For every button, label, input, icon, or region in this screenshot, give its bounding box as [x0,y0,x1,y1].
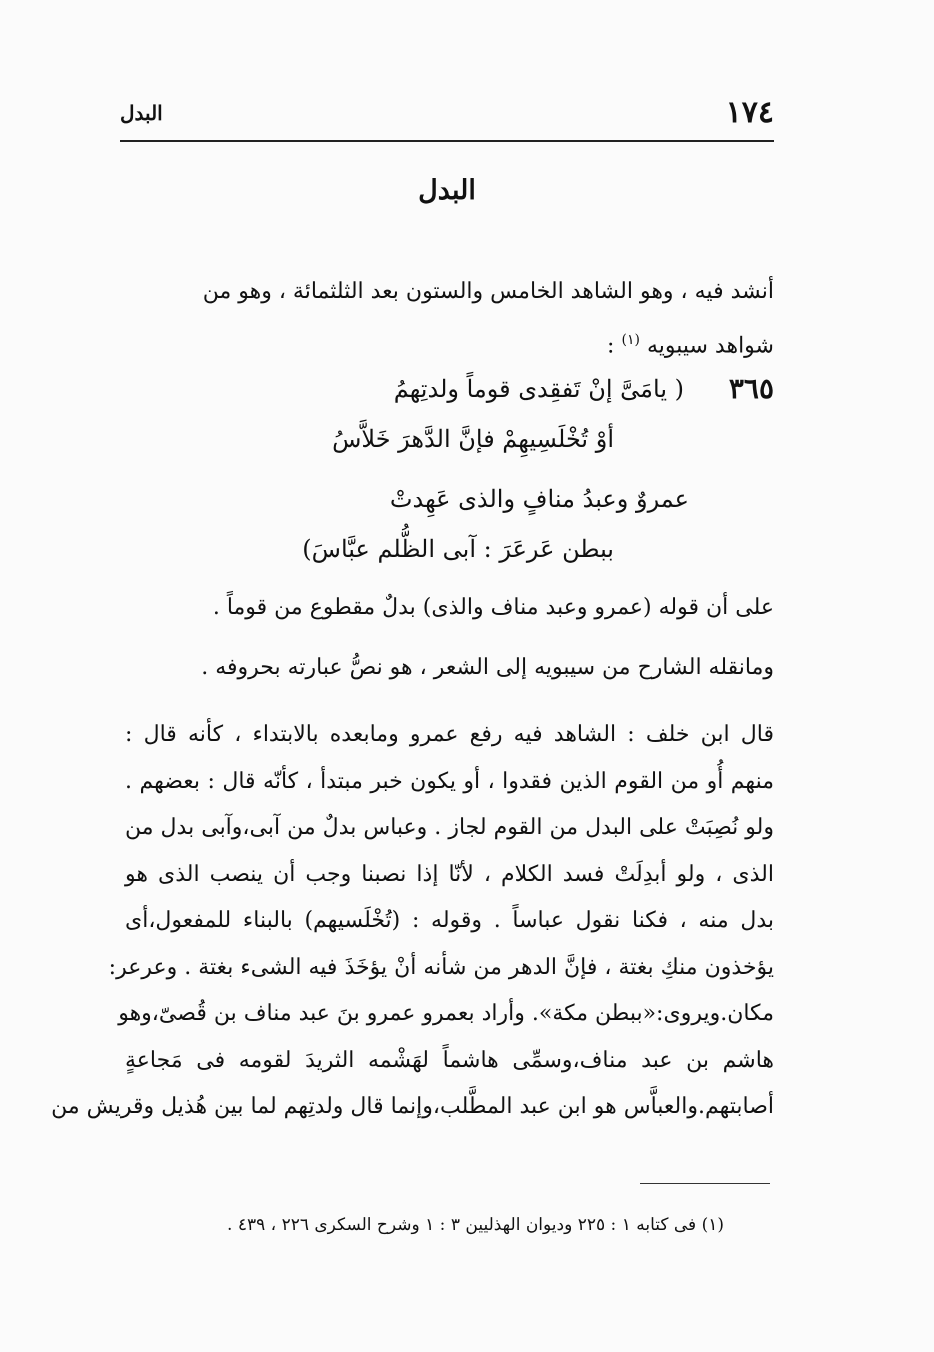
commentary-line: منهم أُو من القوم الذين فقدوا ، أو يكون خبر مبتدأ ، كأنّه قال : بعضهم . [125,768,774,794]
commentary-line: يؤخذون منكِ بغتة ، فإنَّ الدهر من شأنه أنْ يؤخَذَ فيه الشىء بغتة . وعرعر: [108,954,774,980]
running-header [120,95,774,135]
header-rule [120,140,774,142]
poem-number: ٣٦٥ [728,372,774,405]
running-section-name: البدل [120,101,163,125]
footnote-reference[interactable]: (١) [621,332,640,348]
commentary-paragraph [51,712,774,1131]
footnote: (١) فى كتابه ١ : ٢٢٥ وديوان الهذليين ٣ : ١ وشرح السكرى ٢٢٦ ، ٤٣٩ . [227,1215,724,1235]
verse-4: ببطن عَرعَرَ : آبى الظُّلم عبَّاسَ) [302,535,614,563]
footnote-rule [640,1183,770,1184]
prose-line-1: على أن قوله (عمرو وعبد مناف والذى) بدلٌ مقطوع من قوماً . [212,595,774,620]
commentary-line: الذى ، ولو أبدِلَتْ فسد الكلام ، لأنّا إذا نصبنا وجب أن ينصب الذى هو [125,861,774,887]
intro-paragraph [128,268,774,370]
prose-line-2: ومانقله الشارح من سيبويه إلى الشعر ، هو نصُّ عبارته بحروفه . [201,655,774,680]
commentary-line: قال ابن خلف : الشاهد فيه رفع عمرو ومابعده بالابتداء ، كأنه قال : [125,722,774,747]
verse-3: عمروٌ وعبدُ منافٍ والذى عَهِدتْ [389,485,689,513]
intro-line-1: أنشد فيه ، وهو الشاهد الخامس والستون بعد الثلثمائة ، وهو من [202,279,774,304]
commentary-line: مكان.ويروى:«ببطن مكة». وأراد بعمرو عمرو بنَ عبد مناف بن قُصىّ،وهو [118,1001,774,1026]
commentary-line: هاشم بن عبد مناف،وسمِّى هاشماً لهَشْمه الثريدَ لقومه فى مَجاعةٍ [125,1047,774,1073]
intro-line-2: شواهد سيبويه [646,333,774,359]
commentary-line: بدل منه ، فكنا نقول عباساً . وقوله : (تُخْلَسيهم) بالبناء للمفعول،أى [125,908,774,933]
commentary-line: ولو نُصِبَتْ على البدل من القوم لجاز . وعباس بدلٌ من آبى،وآبى بدل من [125,815,774,840]
commentary-line: أصابتهم.والعباَّس هو ابن عبد المطَّلب،وإنما قال ولدتِهم لما بين هُذيل وقريش من [51,1094,774,1119]
verse-1: ( يامَىَّ إنْ تَفقِدى قوماً ولدتِهمُ [393,375,684,403]
page-number: ١٧٤ [725,95,774,130]
intro-line-2-end: : [607,333,615,359]
verse-2: أوْ تُخْلَسِيهِمْ فإنَّ الدَّهرَ خَلاَّسُ [332,425,614,453]
chapter-title: البدل [418,175,476,206]
